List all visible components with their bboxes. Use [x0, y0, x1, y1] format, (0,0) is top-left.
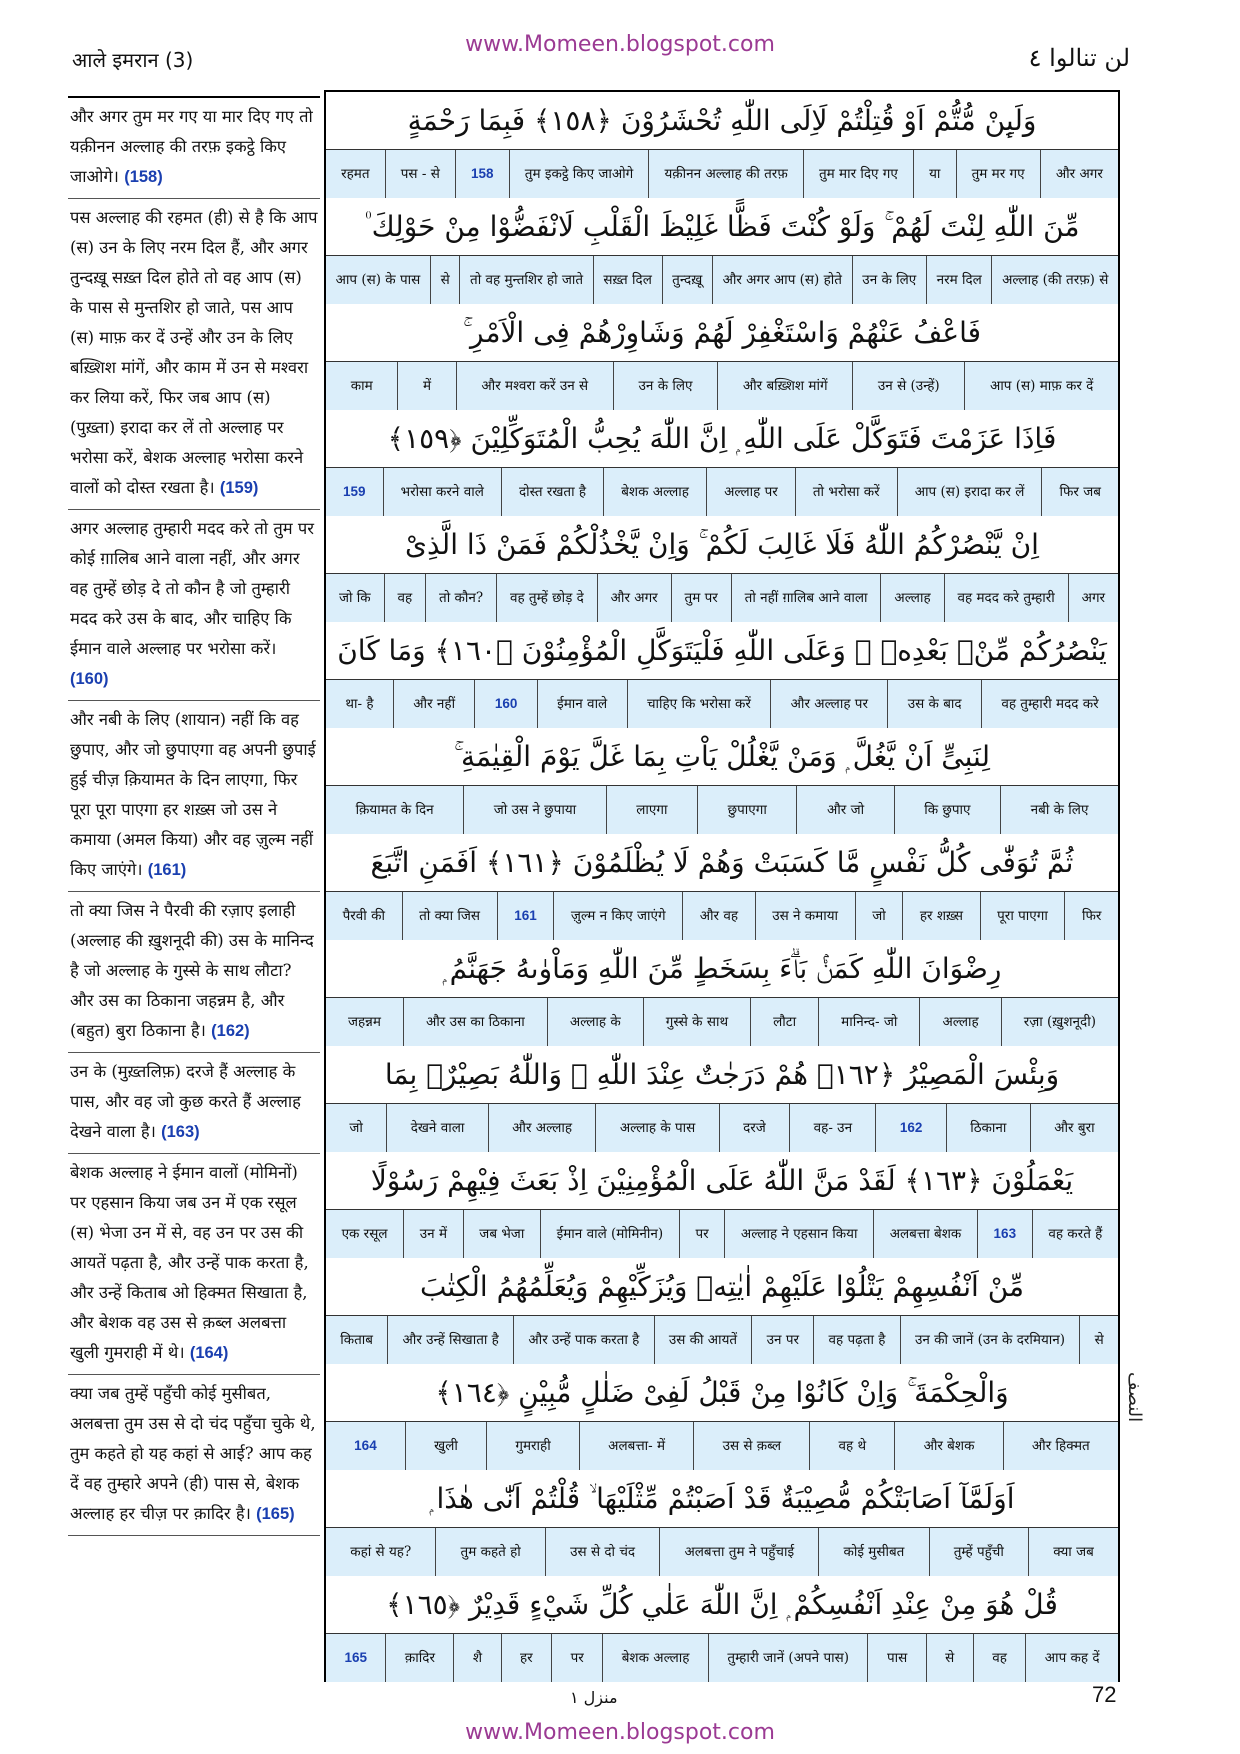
word-cell: खुली [405, 1422, 486, 1470]
word-cell: क़ियामत के दिन [326, 786, 463, 834]
word-cell: और अगर [1040, 150, 1118, 198]
word-cell: या [913, 150, 956, 198]
word-cell: तुम मर गए [956, 150, 1040, 198]
translation-text: अगर अल्लाह तुम्हारी मदद करे तो तुम पर कोई ग़ालिब आने वाला नहीं, और अगर वह तुम्हें छोड़ दे तो कौन है जो तुम्हारी मदद करे उस के बाद, और चाहिए कि ईमान वाले अल्लाह पर भरोसा करें। [70, 519, 314, 658]
word-cell: था- है [326, 680, 393, 728]
word-cell: 165 [326, 1634, 385, 1682]
word-cell: 159 [326, 468, 383, 516]
word-cell: और अगर [597, 574, 671, 622]
word-cell: तुन्दख़ू [662, 256, 712, 304]
verse-row [326, 1258, 1118, 1364]
word-cell: और जो [796, 786, 893, 834]
word-cell: तुम इकट्ठे किए जाओगे [509, 150, 649, 198]
translation-column [68, 96, 320, 1684]
word-cell: अल्लाह [880, 574, 943, 622]
word-cell: कहां से यह? [326, 1528, 435, 1576]
word-cell: वह [384, 574, 426, 622]
word-cell: और अगर आप (स) होते [712, 256, 852, 304]
arabic-line: ثُمَّ تُوَفّٰى كُلُّ نَفْسٍ مَّا كَسَبَتْ وَھُمْ لَا يُظْلَمُوْنَ ﴿١٦١﴾ اَفَمَنِ اتَّبَعَ [326, 834, 1118, 892]
translation-segment [68, 892, 320, 1053]
word-cell: दोस्त रखता है [501, 468, 603, 516]
juz-title: لن تنالوا ٤ [1028, 44, 1130, 72]
translation-segment [68, 1375, 320, 1536]
verse-number: (164) [189, 1344, 229, 1362]
arabic-line: رِضْوَانَ اللّٰهِ كَمَنْۢ بَاۗءَ بِسَخَطٍ مِّنَ اللّٰهِ وَمَاْوٰىهُ جَهَنَّمُ ۭ [326, 940, 1118, 998]
word-cell: और मश्वरा करें उन से [456, 362, 613, 410]
arabic-line: يَعْمَلُوْنَ ﴿١٦٣﴾ لَقَدْ مَنَّ اللّٰهُ عَلَى الْمُؤْمِنِيْنَ اِذْ بَعَثَ فِيْهِمْ رَسُوْلًا [326, 1152, 1118, 1210]
word-cell: अल्लाह के [547, 998, 643, 1046]
word-by-word-grid [324, 90, 1120, 1682]
word-cell: लौटा [750, 998, 818, 1046]
word-cell: 162 [875, 1104, 945, 1152]
word-cell: आप (स) इरादा कर लें [897, 468, 1042, 516]
word-cell: आप (स) माफ़ कर दें [964, 362, 1118, 410]
word-cell: 158 [455, 150, 509, 198]
word-cell: सख़्त दिल [593, 256, 662, 304]
word-cell: देखने वाला [386, 1104, 487, 1152]
word-cell: उस से क़ब्ल [693, 1422, 809, 1470]
word-cell: 164 [326, 1422, 405, 1470]
word-cell: और उन्हें सिखाता है [387, 1316, 513, 1364]
word-cell: उस के बाद [887, 680, 981, 728]
word-cell: मानिन्द- जो [818, 998, 919, 1046]
arabic-line: وَالْحِكْمَةَ ۚ وَاِنْ كَانُوْا مِنْ قَبْلُ لَفِىْ ضَلٰلٍ مُّبِيْنٍ ﴿١٦٤﴾ [326, 1364, 1118, 1422]
word-cell: भरोसा करने वाले [383, 468, 501, 516]
word-cell: और अल्लाह [488, 1104, 596, 1152]
word-translation-row [326, 1104, 1118, 1152]
word-translation-row [326, 256, 1118, 304]
verse-number: (158) [124, 168, 163, 186]
word-cell: बेशक अल्लाह [602, 1634, 708, 1682]
word-cell: कोई मुसीबत [818, 1528, 928, 1576]
translation-text: बेशक अल्लाह ने ईमान वालों (मोमिनों) पर एहसान किया जब उन में एक रसूल (स) भेजा उन में से, वह उन पर उस की आयतें पढ़ता है, और उन्हें पाक करता है, और उन्हें किताब ओ हिक्मत सिखाता है, और बेशक वह उस से क़ब्ल अलबत्ता खुली गुमराही में थे। [70, 1163, 309, 1362]
verse-number: (165) [256, 1505, 295, 1523]
word-translation-row [326, 1634, 1118, 1682]
side-marker: النصف [1124, 1372, 1145, 1423]
verse-row [326, 92, 1118, 198]
arabic-line: فَاعْفُ عَنْهُمْ وَاسْتَغْفِرْ لَهُمْ وَشَاوِرْهُمْ فِى الْاَمْرِ ۚ [326, 304, 1118, 362]
verse-number: (163) [161, 1123, 200, 1141]
verse-number: (159) [219, 479, 259, 497]
manzil-label: منزل ١ [570, 1688, 618, 1707]
verse-number: (161) [147, 861, 187, 879]
word-cell: काम [326, 362, 397, 410]
arabic-line: وَلَىِٕنْ مُّتُّمْ اَوْ قُتِلْتُمْ لَاِلَى اللّٰهِ تُحْشَرُوْنَ ﴿١٥٨﴾ فَبِمَا رَحْمَةٍ [326, 92, 1118, 150]
site-url-bottom: www.Momeen.blogspot.com [465, 1720, 775, 1745]
verse-row [326, 1364, 1118, 1470]
verse-number: (160) [70, 670, 109, 688]
word-cell: वह तुम्हारी मदद करे [981, 680, 1118, 728]
word-cell: तो क्या जिस [402, 892, 497, 940]
word-cell: उन की जानें (उन के दरमियान) [900, 1316, 1080, 1364]
word-cell: ईमान वाले [537, 680, 627, 728]
arabic-line: مِّنْ اَنْفُسِهِمْ يَتْلُوْا عَلَيْهِمْ اٰيٰتِهٖ وَيُزَكِّيْهِمْ وَيُعَلِّمُهُمُ الْكِتٰبَ [326, 1258, 1118, 1316]
verse-row [326, 1152, 1118, 1258]
verse-row [326, 1576, 1118, 1682]
word-cell: जहन्नम [326, 998, 403, 1046]
word-cell: क्या जब [1028, 1528, 1118, 1576]
word-cell: वह पढ़ता है [813, 1316, 899, 1364]
word-cell: तो भरोसा करें [795, 468, 897, 516]
word-cell: ईमान वाले (मोमिनीन) [540, 1210, 679, 1258]
word-cell: और बख़्शिश मांगें [717, 362, 852, 410]
word-cell: तुम्हारी जानें (अपने पास) [708, 1634, 868, 1682]
word-cell: और बेशक [894, 1422, 1002, 1470]
arabic-line: اَوَلَمَّآ اَصَابَتْكُمْ مُّصِيْبَةٌ قَدْ اَصَبْتُمْ مِّثْلَيْهَا ۙ قُلْتُمْ اَنّٰى هٰذَا ۭ [326, 1470, 1118, 1528]
translation-text: क्या जब तुम्हें पहुँची कोई मुसीबत, अलबत्ता तुम उस से दो चंद पहुँचा चुके थे, तुम कहते हो यह कहां से आई? आप कह दें वह तुम्हारे अपने (ही) पास से, बेशक अल्लाह हर चीज़ पर क़ादिर है। [70, 1384, 316, 1523]
word-cell: ज़ुल्म न किए जाएंगे [553, 892, 682, 940]
word-cell: तो वह मुन्तशिर हो जाते [459, 256, 592, 304]
verse-row [326, 410, 1118, 516]
word-cell: रज़ा (ख़ुशनूदी) [1001, 998, 1118, 1046]
word-cell: लाएगा [606, 786, 697, 834]
word-cell: छुपाएगा [697, 786, 796, 834]
word-cell: यक़ीनन अल्लाह की तरफ़ [648, 150, 802, 198]
arabic-line: قُلْ ھُوَ مِنْ عِنْدِ اَنْفُسِكُمْ ۭ اِنَّ اللّٰهَ عَلٰي كُلِّ شَيْءٍ قَدِيْرٌ ﴿١٦٥﴾ [326, 1576, 1118, 1634]
word-cell: क़ादिर [385, 1634, 453, 1682]
verse-row [326, 1470, 1118, 1576]
word-cell: और अल्लाह पर [770, 680, 887, 728]
word-cell: जो कि [326, 574, 384, 622]
word-cell: और उस का ठिकाना [403, 998, 547, 1046]
arabic-line: لِنَبِىٍّ اَنْ يَّغُلَّ ۭ وَمَنْ يَّغْلُلْ يَاْتِ بِمَا غَلَّ يَوْمَ الْقِيٰمَةِ ۚ [326, 728, 1118, 786]
word-cell: उस ने कमाया [755, 892, 855, 940]
word-cell: से [1079, 1316, 1118, 1364]
word-cell: पैरवी की [326, 892, 402, 940]
word-cell: अलबत्ता- में [579, 1422, 693, 1470]
word-translation-row [326, 574, 1118, 622]
verse-row [326, 940, 1118, 1046]
word-cell: वह थे [809, 1422, 894, 1470]
word-translation-row [326, 1210, 1118, 1258]
word-cell: उन से (उन्हें) [852, 362, 964, 410]
word-translation-row [326, 1422, 1118, 1470]
word-cell: फिर [1064, 892, 1118, 940]
word-cell: अल्लाह (की तरफ़) से [991, 256, 1118, 304]
word-cell: शै [453, 1634, 500, 1682]
word-cell: पूरा पाएगा [980, 892, 1065, 940]
word-cell: अल्लाह के पास [595, 1104, 718, 1152]
word-translation-row [326, 998, 1118, 1046]
translation-segment [68, 1154, 320, 1375]
word-cell: गुस्से के साथ [643, 998, 750, 1046]
word-cell: वह करते हैं [1032, 1210, 1118, 1258]
word-cell: वह मदद करे तुम्हारी [944, 574, 1068, 622]
translation-segment [68, 199, 320, 510]
arabic-line: يَنْصُرُكُمْ مِّنْۢ بَعْدِهٖ ۭ وَعَلَى اللّٰهِ فَلْيَتَوَكَّلِ الْمُؤْمِنُوْنَ ﴿١٦٠﴾ وَمَا كَانَ [326, 622, 1118, 680]
arabic-line: فَاِذَا عَزَمْتَ فَتَوَكَّلْ عَلَى اللّٰهِ ۭ اِنَّ اللّٰهَ يُحِبُّ الْمُتَوَكِّلِيْنَ ﴿١٥٩﴾ [326, 410, 1118, 468]
word-cell: हर शख़्स [902, 892, 979, 940]
word-cell: वह तुम्हें छोड़ दे [496, 574, 597, 622]
word-cell: उन में [403, 1210, 463, 1258]
verse-row [326, 622, 1118, 728]
translation-text: तो क्या जिस ने पैरवी की रज़ाए इलाही (अल्लाह की ख़ुशनूदी की) उस के मानिन्द है जो अल्लाह के गुस्से के साथ लौटा? और उस का ठिकाना जहन्नम है, और (बहुत) बुरा ठिकाना है। [70, 901, 314, 1040]
word-cell: अलबत्ता बेशक [873, 1210, 977, 1258]
verse-row [326, 304, 1118, 410]
word-cell: तुम्हें पहुँची [929, 1528, 1029, 1576]
word-cell: फिर जब [1041, 468, 1118, 516]
word-cell: अल्लाह ने एहसान किया [724, 1210, 873, 1258]
verse-number: (162) [211, 1022, 250, 1040]
translation-text: पस अल्लाह की रहमत (ही) से है कि आप (स) उन के लिए नरम दिल हैं, और अगर तुन्दख़ू सख़्त दिल होते तो वह आप (स) के पास से मुन्तशिर हो जाते, पस आप (स) माफ़ कर दें उन्हें और उन के लिए बख़्शिश मांगें, और काम में उन से मश्वरा कर लिया करें, फिर जब आप (स) (पुख़्ता) इरादा कर लें तो अल्लाह पर भरोसा करें, बेशक अल्लाह भरोसा करने वालों को दोस्त रखता है। [70, 208, 318, 497]
word-cell: हर [501, 1634, 552, 1682]
word-cell: एक रसूल [326, 1210, 403, 1258]
word-cell: से [430, 256, 459, 304]
verse-row [326, 834, 1118, 940]
word-cell: किताब [326, 1316, 387, 1364]
word-cell: तो कौन? [425, 574, 496, 622]
site-url-top: www.Momeen.blogspot.com [465, 32, 775, 57]
word-translation-row [326, 786, 1118, 834]
word-translation-row [326, 1528, 1118, 1576]
arabic-line: وَبِئْسَ الْمَصِيْرُ ﴿١٦٢﴾ ھُمْ دَرَجٰتٌ عِنْدَ اللّٰهِ ۭ وَاللّٰهُ بَصِيْرٌۢ بِمَا [326, 1046, 1118, 1104]
word-cell: कि छुपाए [894, 786, 1000, 834]
word-cell: में [397, 362, 455, 410]
word-cell: उस से दो चंद [545, 1528, 659, 1576]
word-cell: तुम मार दिए गए [803, 150, 913, 198]
word-cell: जो [855, 892, 903, 940]
page-number: 72 [1092, 1682, 1117, 1707]
arabic-line: اِنْ يَّنْصُرْكُمُ اللّٰهُ فَلَا غَالِبَ لَكُمْ ۚ وَاِنْ يَّخْذُلْكُمْ فَمَنْ ذَا الَّذِىْ [326, 516, 1118, 574]
translation-text: और अगर तुम मर गए या मार दिए गए तो यक़ीनन अल्लाह की तरफ़ इकट्ठे किए जाओगे। [70, 107, 313, 186]
surah-title: आले इमरान (3) [72, 48, 194, 72]
word-cell: तुम पर [671, 574, 731, 622]
word-cell: और वह [682, 892, 754, 940]
word-cell: अलबत्ता तुम ने पहुँचाई [659, 1528, 818, 1576]
word-translation-row [326, 362, 1118, 410]
verse-row [326, 728, 1118, 834]
word-cell: जो [326, 1104, 386, 1152]
word-cell: पस - से [385, 150, 455, 198]
word-cell: नरम दिल [926, 256, 992, 304]
word-translation-row [326, 150, 1118, 198]
word-cell: अल्लाह पर [706, 468, 795, 516]
word-cell: और बुरा [1030, 1104, 1118, 1152]
word-cell: नबी के लिए [1000, 786, 1118, 834]
word-cell: अगर [1068, 574, 1118, 622]
word-translation-row [326, 892, 1118, 940]
word-cell: से [926, 1634, 973, 1682]
verse-row [326, 198, 1118, 304]
word-cell: पर [551, 1634, 602, 1682]
word-cell: उन के लिए [852, 256, 926, 304]
word-cell: चाहिए कि भरोसा करें [627, 680, 771, 728]
word-cell: आप (स) के पास [326, 256, 430, 304]
word-cell: वह [973, 1634, 1026, 1682]
word-cell: 160 [474, 680, 536, 728]
word-cell: वह- उन [789, 1104, 875, 1152]
word-cell: बेशक अल्लाह [603, 468, 706, 516]
verse-row [326, 1046, 1118, 1152]
word-cell: पास [867, 1634, 925, 1682]
word-cell: तुम कहते हो [435, 1528, 545, 1576]
word-translation-row [326, 680, 1118, 728]
word-cell: ठिकाना [946, 1104, 1030, 1152]
word-cell: पर [679, 1210, 724, 1258]
word-cell: उस की आयतें [654, 1316, 752, 1364]
word-translation-row [326, 1316, 1118, 1364]
word-cell: अल्लाह [919, 998, 1000, 1046]
word-cell: जब भेजा [463, 1210, 540, 1258]
translation-segment [68, 98, 320, 199]
word-cell: जो उस ने छुपाया [463, 786, 606, 834]
verse-row [326, 516, 1118, 622]
arabic-line: مِّنَ اللّٰهِ لِنْتَ لَهُمْ ۚ وَلَوْ كُنْتَ فَظًّا غَلِيْظَ الْقَلْبِ لَانْفَضُّوْا مِنْ حَوْلِكَ ۠ [326, 198, 1118, 256]
word-translation-row [326, 468, 1118, 516]
word-cell: रहमत [326, 150, 385, 198]
word-cell: दरजे [719, 1104, 790, 1152]
word-cell: उन के लिए [613, 362, 717, 410]
word-cell: गुमराही [486, 1422, 579, 1470]
translation-segment [68, 701, 320, 892]
translation-segment [68, 1053, 320, 1154]
translation-text: उन के (मुख़्तलिफ़) दरजे हैं अल्लाह के पास, और वह जो कुछ करते हैं अल्लाह देखने वाला है। [70, 1062, 301, 1141]
word-cell: तो नहीं ग़ालिब आने वाला [731, 574, 881, 622]
word-cell: और नहीं [393, 680, 475, 728]
word-cell: आप कह दें [1025, 1634, 1118, 1682]
word-cell: और उन्हें पाक करता है [513, 1316, 653, 1364]
word-cell: और हिक्मत [1003, 1422, 1118, 1470]
word-cell: 163 [977, 1210, 1032, 1258]
translation-segment [68, 510, 320, 701]
word-cell: उन पर [751, 1316, 813, 1364]
translation-text: और नबी के लिए (शायान) नहीं कि वह छुपाए, और जो छुपाएगा वह अपनी छुपाई हुई चीज़ क़ियामत के दिन लाएगा, फिर पूरा पूरा पाएगा हर शख़्स जो उस ने कमाया (अमल किया) और वह ज़ुल्म नहीं किए जाएंगे। [70, 710, 316, 879]
word-cell: 161 [497, 892, 554, 940]
